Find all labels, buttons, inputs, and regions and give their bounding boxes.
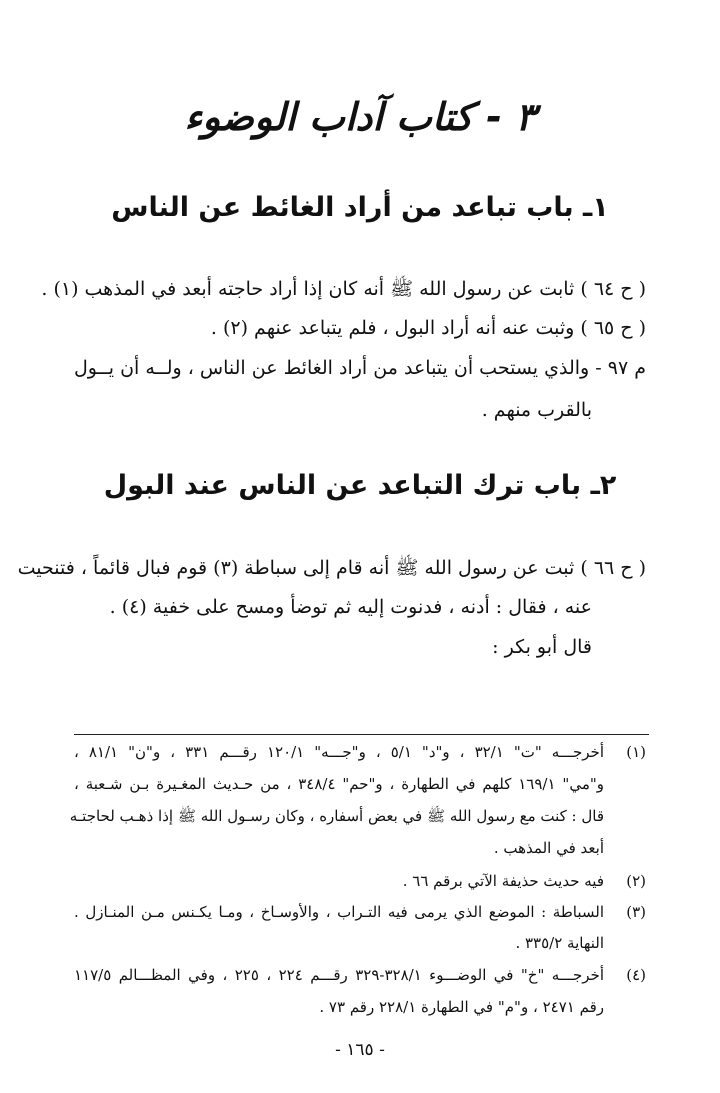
chapter-heading-1: ١ـ باب تباعد من أراد الغائط عن الناس	[111, 192, 609, 223]
footnote-line: فيه حديث حذيفة الآتي برقم ٦٦ .	[402, 872, 604, 890]
abu-bakr-said: قال أبو بكر :	[492, 636, 592, 658]
footnote-line: النهاية ٣٣٥/٢ .	[515, 934, 604, 952]
book-title: ٣ - كتاب آداب الوضوء	[184, 95, 536, 139]
footnote-line: و"مي" ١٦٩/١ كلهم في الطهارة ، و"حم" ٣٤٨/٤ ، من حـديث المغـيرة بـن شـعبة ،	[74, 775, 604, 793]
hadith-66-line-1: ( ح ٦٦ ) ثبت عن رسول الله ﷺ أنه قام إلى سباطة (٣) قوم فبال قائماً ، فتنحيت	[17, 557, 646, 579]
hadith-66-line-2: عنه ، فقال : أدنه ، فدنوت إليه ثم توضأ ومسح على خفية (٤) .	[109, 596, 592, 618]
page-number: - ١٦٥ -	[335, 1040, 385, 1060]
footnote-line: رقم ٢٤٧١ ، و"م" في الطهارة ٢٢٨/١ رقم ٧٣ .	[319, 998, 604, 1016]
footnote-line: أبعد في المذهب .	[493, 839, 604, 857]
footnote-number: (٤)	[626, 966, 646, 984]
hadith-65: ( ح ٦٥ ) وثبت عنه أنه أراد البول ، فلم يتباعد عنهم (٢) .	[210, 317, 646, 339]
footnote-number: (٢)	[626, 872, 646, 890]
footnote-2	[74, 872, 646, 896]
masala-97-line-1: م ٩٧ - والذي يستحب أن يتباعد من أراد الغائط عن الناس ، ولــه أن يــول	[74, 357, 646, 379]
footnote-line: أخرجـــه "ت" ٣٢/١ ، و"د" ٥/١ ، و"جـــه" ١٢٠/١ رقـــم ٣٣١ ، و"ن" ٨١/١ ،	[74, 743, 604, 761]
footnote-number: (١)	[626, 743, 646, 761]
footnote-3	[74, 903, 646, 959]
hadith-64: ( ح ٦٤ ) ثابت عن رسول الله ﷺ أنه كان إذا أراد حاجته أبعد في المذهب (١) .	[41, 278, 646, 300]
footnote-divider	[74, 734, 649, 735]
masala-97-line-2: بالقرب منهم .	[481, 399, 592, 421]
footnote-line: قال : كنت مع رسول الله ﷺ في بعض أسفاره ، وكان رسـول الله ﷺ إذا ذهـب لحاجتـه	[69, 807, 604, 825]
footnote-number: (٣)	[626, 903, 646, 921]
footnote-line: السباطة : الموضع الذي يرمى فيه التـراب ، والأوسـاخ ، ومـا يكـنس مـن المنـازل .	[74, 903, 604, 921]
footnote-line: أخرجـــه "خ" في الوضـــوء ٣٢٨/١-٣٢٩ رقـــم ٢٢٤ ، ٢٢٥ ، وفي المظـــالم ١١٧/٥	[74, 966, 604, 984]
footnote-4	[74, 966, 646, 1022]
chapter-heading-2: ٢ـ باب ترك التباعد عن الناس عند البول	[103, 470, 617, 501]
footnote-1	[69, 743, 646, 863]
